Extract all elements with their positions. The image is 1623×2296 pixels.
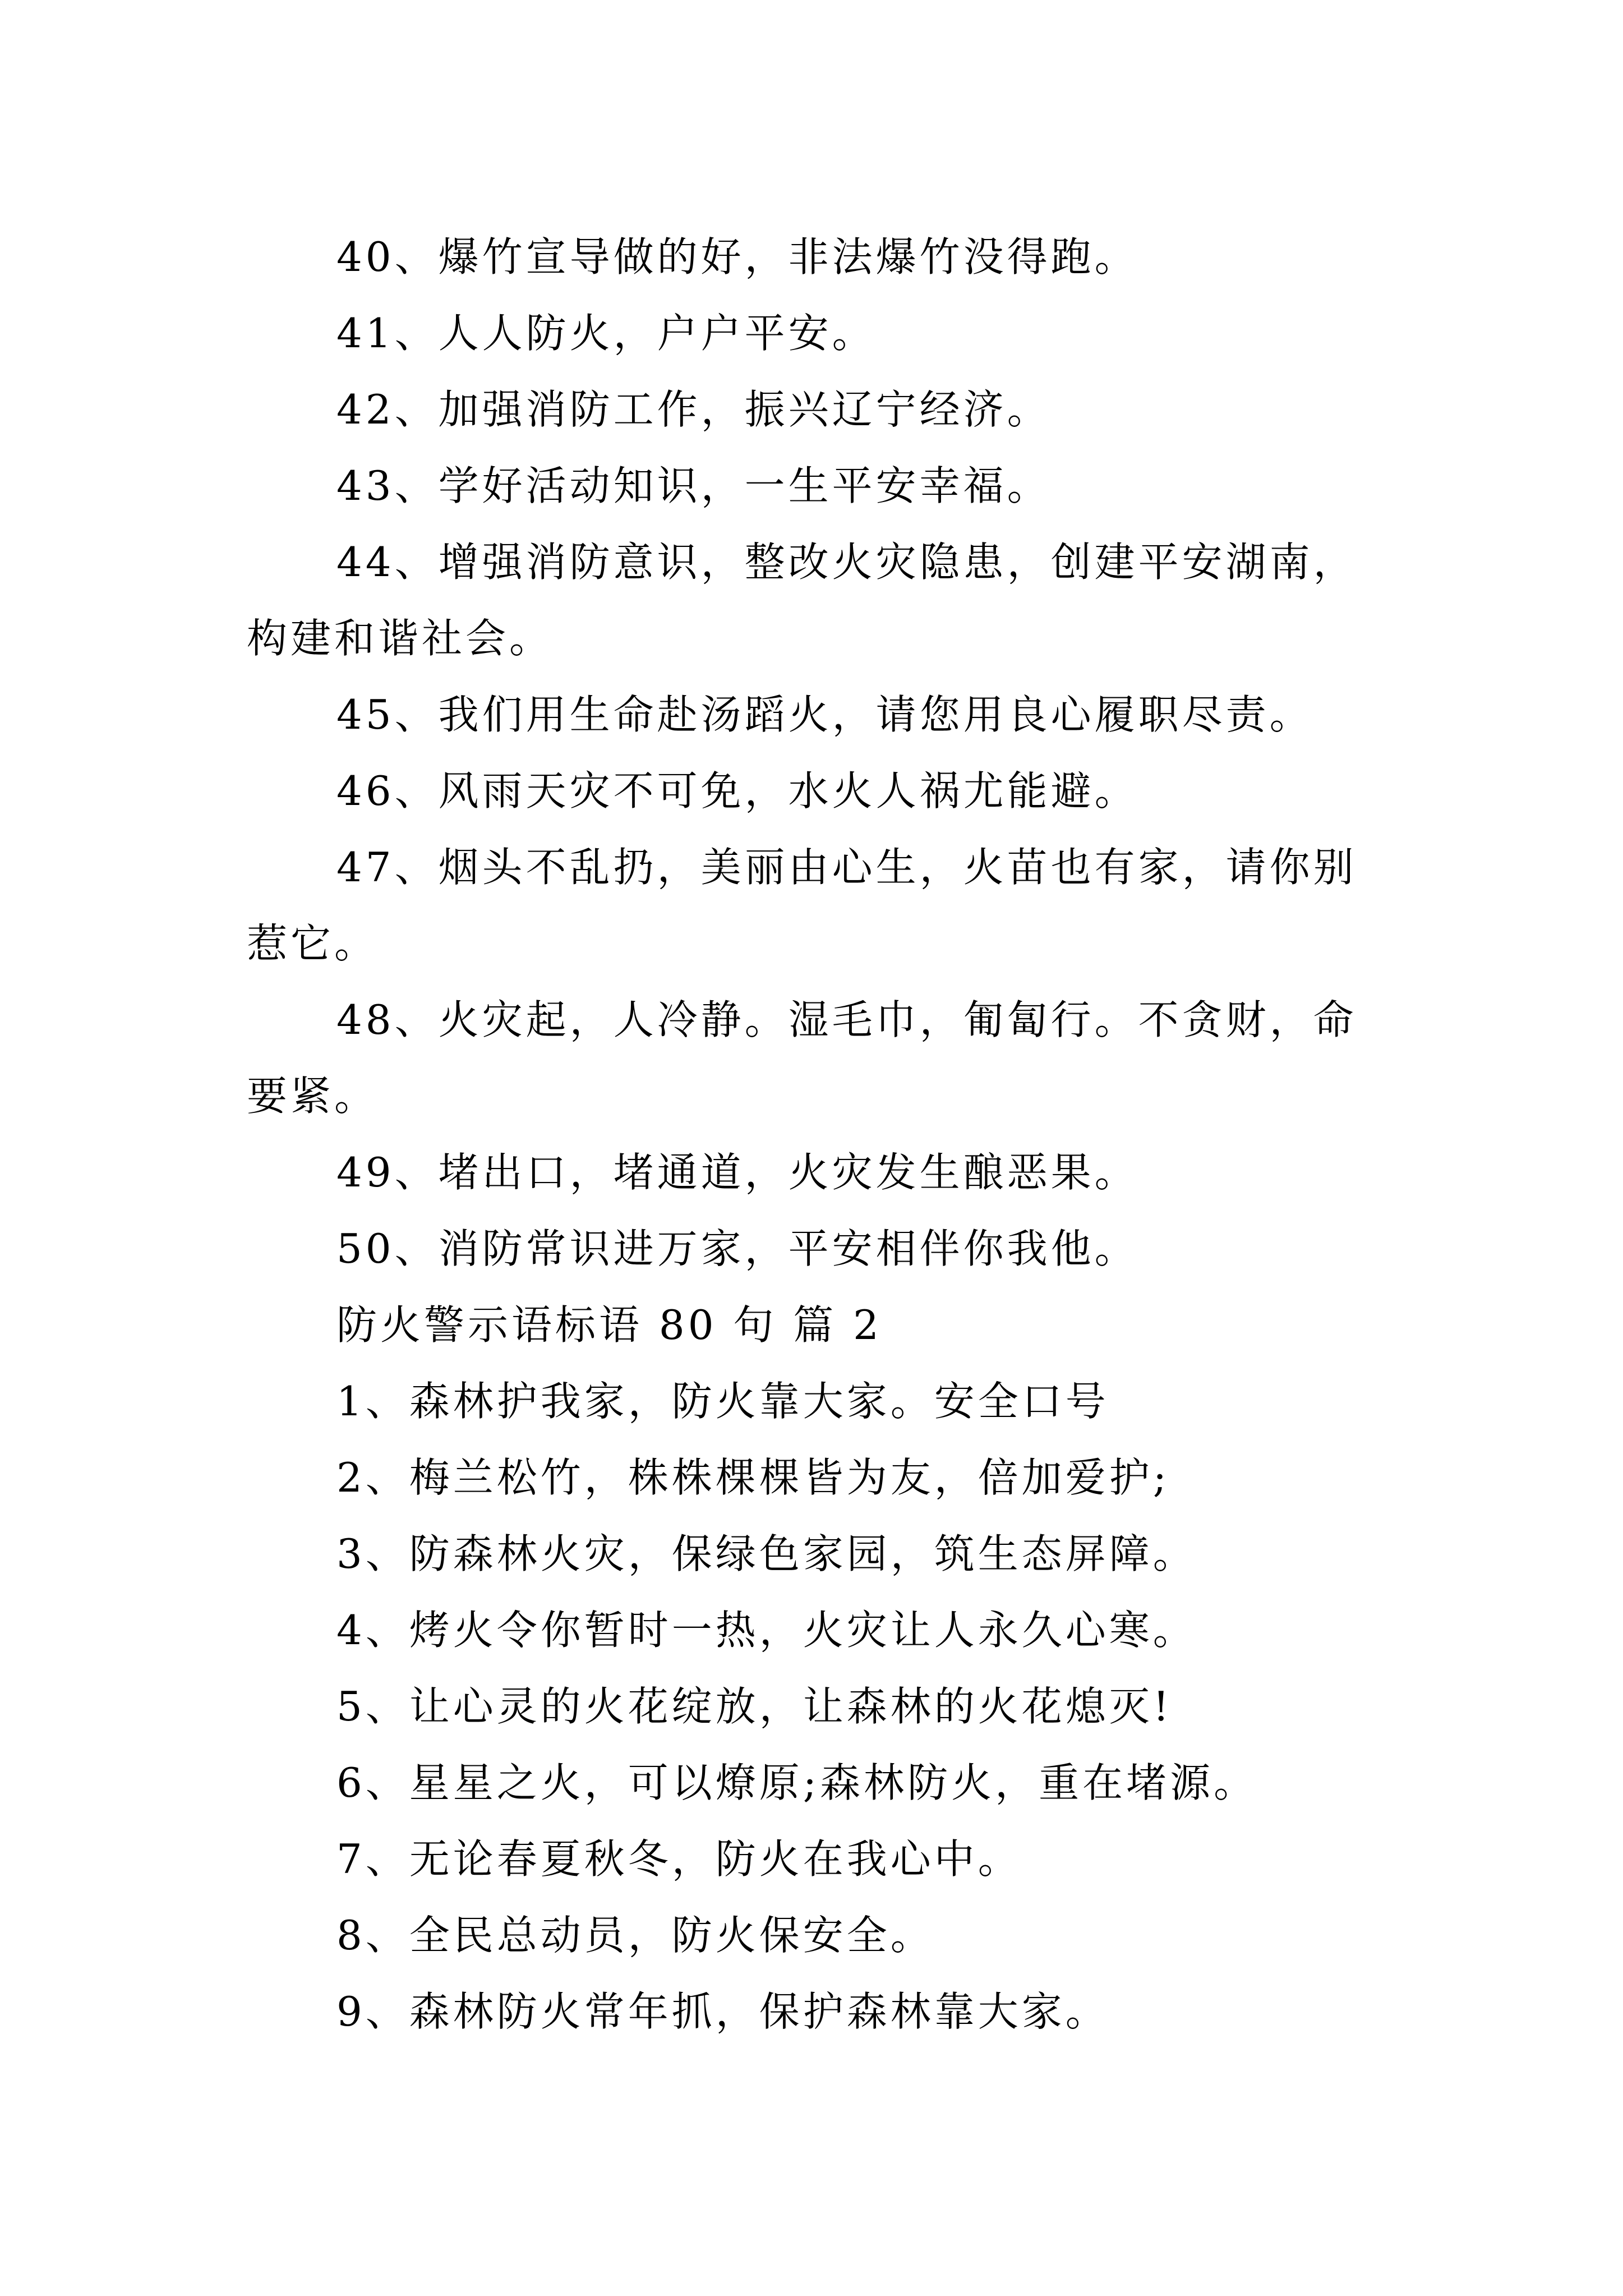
slogan-5: 5、让心灵的火花绽放，让森林的火花熄灭!	[336, 1683, 1173, 1730]
slogan-7: 7、无论春夏秋冬，防火在我心中。	[336, 1835, 1022, 1883]
slogan-8: 8、全民总动员，防火保安全。	[336, 1912, 934, 1959]
slogan-47: 47、烟头不乱扔，美丽由心生，火苗也有家，请你别惹它。	[247, 844, 1357, 967]
slogan-42: 42、加强消防工作，振兴辽宁经济。	[336, 386, 1051, 433]
slogan-40: 40、爆竹宣导做的好，非法爆竹没得跑。	[336, 233, 1138, 280]
slogan-2: 2、梅兰松竹，株株棵棵皆为友，倍加爱护;	[336, 1454, 1170, 1501]
slogan-4: 4、烤火令你暂时一热，火灾让人永久心寒。	[336, 1607, 1197, 1654]
document-body	[247, 219, 1380, 2050]
slogan-45: 45、我们用生命赴汤蹈火，请您用良心履职尽责。	[336, 691, 1313, 738]
slogan-1: 1、森林护我家，防火靠大家。安全口号	[336, 1378, 1109, 1425]
slogan-9: 9、森林防火常年抓，保护森林靠大家。	[336, 1988, 1109, 2035]
slogan-49: 49、堵出口，堵通道，火灾发生酿恶果。	[336, 1149, 1138, 1196]
slogan-50: 50、消防常识进万家，平安相伴你我他。	[336, 1225, 1138, 1272]
slogan-6: 6、星星之火，可以燎原;森林防火，重在堵源。	[336, 1759, 1258, 1806]
slogan-41: 41、人人防火，户户平安。	[336, 310, 876, 357]
slogan-44: 44、增强消防意识，整改火灾隐患，创建平安湖南，构建和谐社会。	[247, 539, 1357, 662]
slogan-3: 3、防森林火灾，保绿色家园，筑生态屏障。	[336, 1530, 1197, 1577]
slogan-43: 43、学好活动知识，一生平安幸福。	[336, 462, 1051, 509]
slogan-48: 48、火灾起，人冷静。湿毛巾，匍匐行。不贪财，命要紧。	[247, 996, 1357, 1120]
slogan-46: 46、风雨天灾不可免，水火人祸尤能避。	[336, 767, 1138, 815]
section-heading: 防火警示语标语 80 句 篇 2	[336, 1301, 882, 1349]
